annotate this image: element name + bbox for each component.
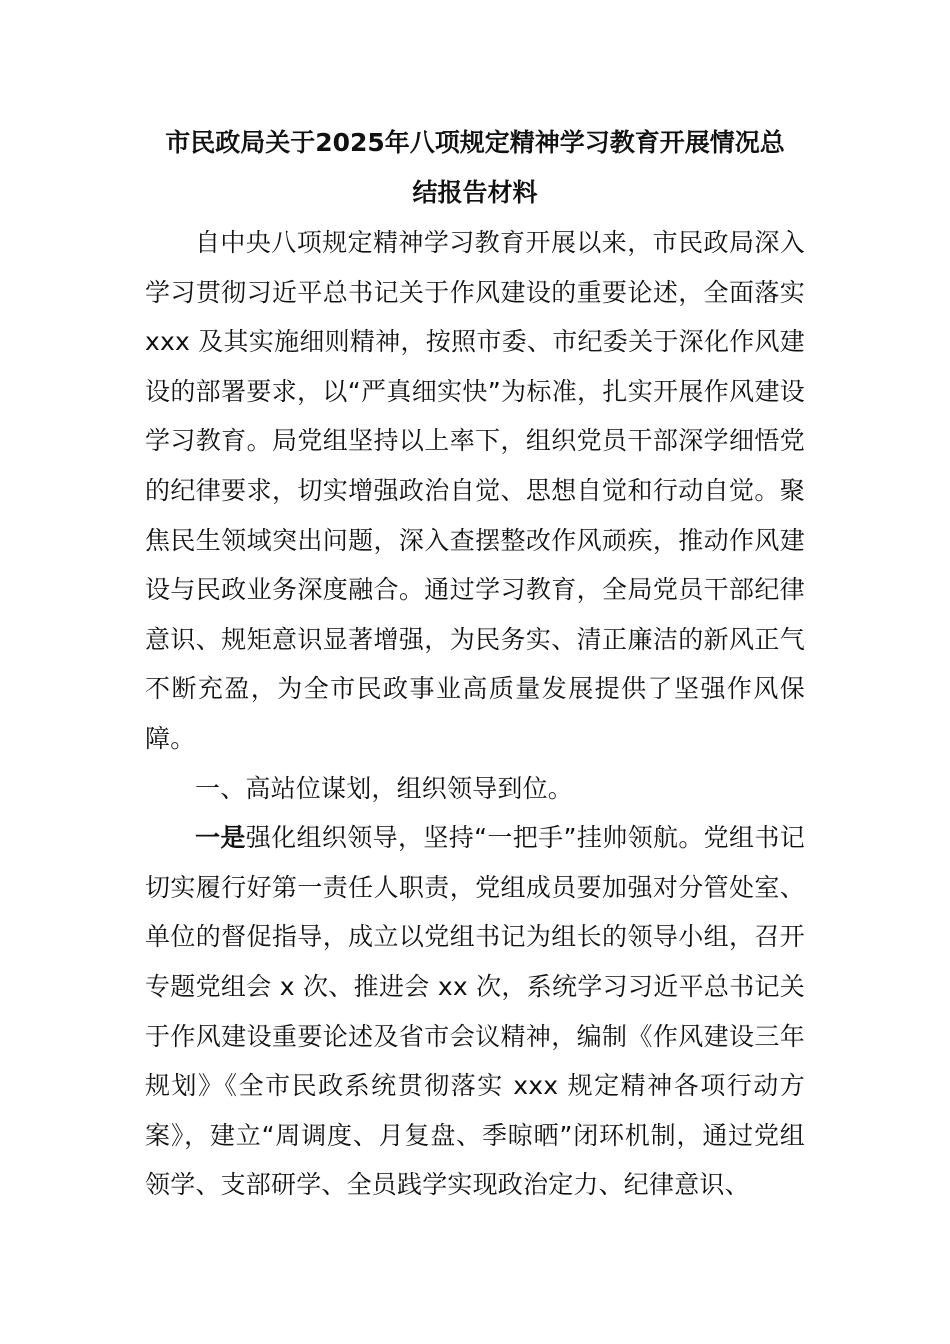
document-page <box>145 118 805 1210</box>
document-title <box>145 118 805 218</box>
section-heading-1: 一、高站位谋划，组织领导到位。 <box>195 773 574 803</box>
title-line-2: 结报告材料 <box>412 178 538 207</box>
item-lead: 一是 <box>195 823 246 853</box>
intro-paragraph: 自中央八项规定精神学习教育开展以来，市民政局深入学习贯彻习近平总书记关于作风建设的重要论述，全面落实 xxx 及其实施细则精神，按照市委、市纪委关于深化作风建设的部署要求，以“严真细实快”为标准，扎实开展作风建设学习教育。局党组坚持以上率下，组织党员干部深学细悟党的纪律要求，切实增强政治自觉、思想自觉和行动自觉。聚焦民生领域突出问题，深入查摆整改作风顽疾，推动作风建设与民政业务深度融合。通过学习教育，全局党员干部纪律意识、规矩意识显著增强，为民务实、清正廉洁的新风正气不断充盈，为全市民政事业高质量发展提供了坚强作风保障。 <box>145 228 805 753</box>
title-line-1: 市民政局关于2025年八项规定精神学习教育开展情况总 <box>165 128 785 157</box>
item-paragraph-1 <box>145 813 805 1210</box>
item-text: 强化组织领导，坚持“一把手”挂帅领航。党组书记切实履行好第一责任人职责，党组成员要加强对分管处室、单位的督促指导，成立以党组书记为组长的领导小组，召开专题党组会 x 次、推进会 xx 次，系统学习习近平总书记关于作风建设重要论述及省市会议精神，编制《作风建设三年规划》《全市民政系统贯彻落实 xxx 规定精神各项行动方案》，建立“周调度、月复盘、季晾晒”闭环机制，通过党组领学、支部研学、全员践学实现政治定力、纪律意识、 <box>145 823 805 1200</box>
